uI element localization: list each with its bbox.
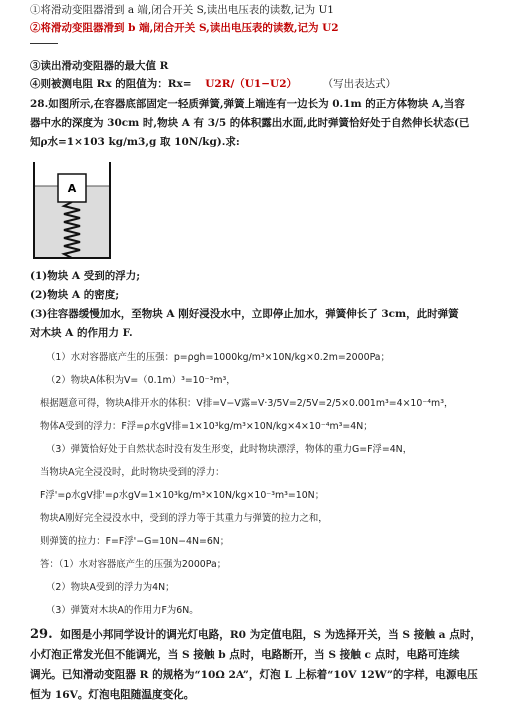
q28-sub-1: (1)物块 A 受到的浮力; — [30, 270, 141, 282]
q28-sub-3b: 对木块 A 的作用力 F. — [30, 327, 133, 339]
solution-line-10: 答：（1）水对容器底产生的压强为2000Pa； — [40, 559, 227, 570]
step-3: ③读出滑动变阻器的最大值 R — [30, 60, 169, 72]
q28-line-2: 器中水的深度为 30cm 时,物块 A 有 3/5 的体积露出水面,此时弹簧恰好处于自然伸长状态(已 — [30, 117, 470, 129]
container-diagram — [30, 158, 116, 264]
solution-line-3: 根据题意可得，物块A排开水的体积：V排=V−V露=V·3/5V=2/5V=2/5×0.001m³=4×10⁻⁴m³， — [40, 398, 454, 409]
solution-line-11: （2）物块A受到的浮力为4N； — [46, 582, 175, 593]
solution-line-7: F浮'=ρ水gV排'=ρ水gV=1×10³kg/m³×10N/kg×10⁻³m³=10N； — [40, 490, 325, 501]
solution-line-2: （2）物块A体积为V=（0.1m）³=10⁻³m³， — [46, 375, 236, 386]
q28-line-3: 知ρ水=1×103 kg/m3,g 取 10N/kg).求: — [30, 136, 240, 148]
q29-text-1: 如图是小邦同学设计的调光灯电路，R0 为定值电阻，S 为选择开关，当 S 接触 a 点时， — [60, 629, 481, 641]
q29-line-4: 恒为 16V。灯泡电阻随温度变化。 — [30, 689, 195, 701]
step-1: ①将滑动变阻器滑到 a 端,闭合开关 S,读出电压表的读数,记为 U1 — [30, 4, 334, 16]
q29-line-3: 调光。已知滑动变阻器 R 的规格为“10Ω 2A”，灯泡 L 上标着“10V 12W”的字样，电源电压 — [30, 669, 478, 681]
q28-sub-2: (2)物块 A 的密度; — [30, 289, 120, 301]
blank-underline — [30, 43, 58, 44]
solution-line-12: （3）弹簧对木块A的作用力F为6N。 — [46, 605, 199, 616]
q29-line-1 — [30, 625, 500, 645]
step-2: ②将滑动变阻器滑到 b 端,闭合开关 S,读出电压表的读数,记为 U2 — [30, 22, 339, 34]
step-4-prefix: ④则被测电阻 Rx 的阻值为：Rx= — [30, 78, 192, 90]
solution-line-6: 当物块A完全浸没时，此时物块受到的浮力： — [40, 467, 225, 478]
solution-line-4: 物体A受到的浮力：F浮=ρ水gV排=1×10³kg/m³×10N/kg×4×10⁻⁴m³=4N； — [40, 421, 373, 432]
q29-number: 29. — [30, 627, 53, 642]
step-4-suffix: （写出表达式） — [322, 78, 397, 90]
solution-line-8: 物块A刚好完全浸没水中，受到的浮力等于其重力与弹簧的拉力之和， — [40, 513, 328, 524]
solution-line-5: （3）弹簧恰好处于自然状态时没有发生形变，此时物块漂浮，物体的重力G=F浮=4N， — [46, 444, 413, 455]
q28-line-1: 28.如图所示,在容器底部固定一轻质弹簧,弹簧上端连有一边长为 0.1m 的正方体物块 A,当容 — [30, 98, 465, 110]
solution-line-9: 则弹簧的拉力：F=F浮'−G=10N−4N=6N； — [40, 536, 230, 547]
step-4 — [30, 76, 396, 92]
q29-line-2: 小灯泡正常发光但不能调光，当 S 接触 b 点时，电路断开，当 S 接触 c 点时，电路可连续 — [30, 649, 460, 661]
block-a-label: A — [67, 182, 77, 195]
step-4-formula: U2R/（U1−U2） — [205, 78, 297, 90]
q28-sub-3a: (3)往容器缓慢加水，至物块 A 刚好浸没水中，立即停止加水，弹簧伸长了 3cm，此时弹簧 — [30, 308, 459, 320]
solution-line-1: （1）水对容器底产生的压强：p=ρgh=1000kg/m³×10N/kg×0.2m=2000Pa； — [46, 352, 390, 363]
